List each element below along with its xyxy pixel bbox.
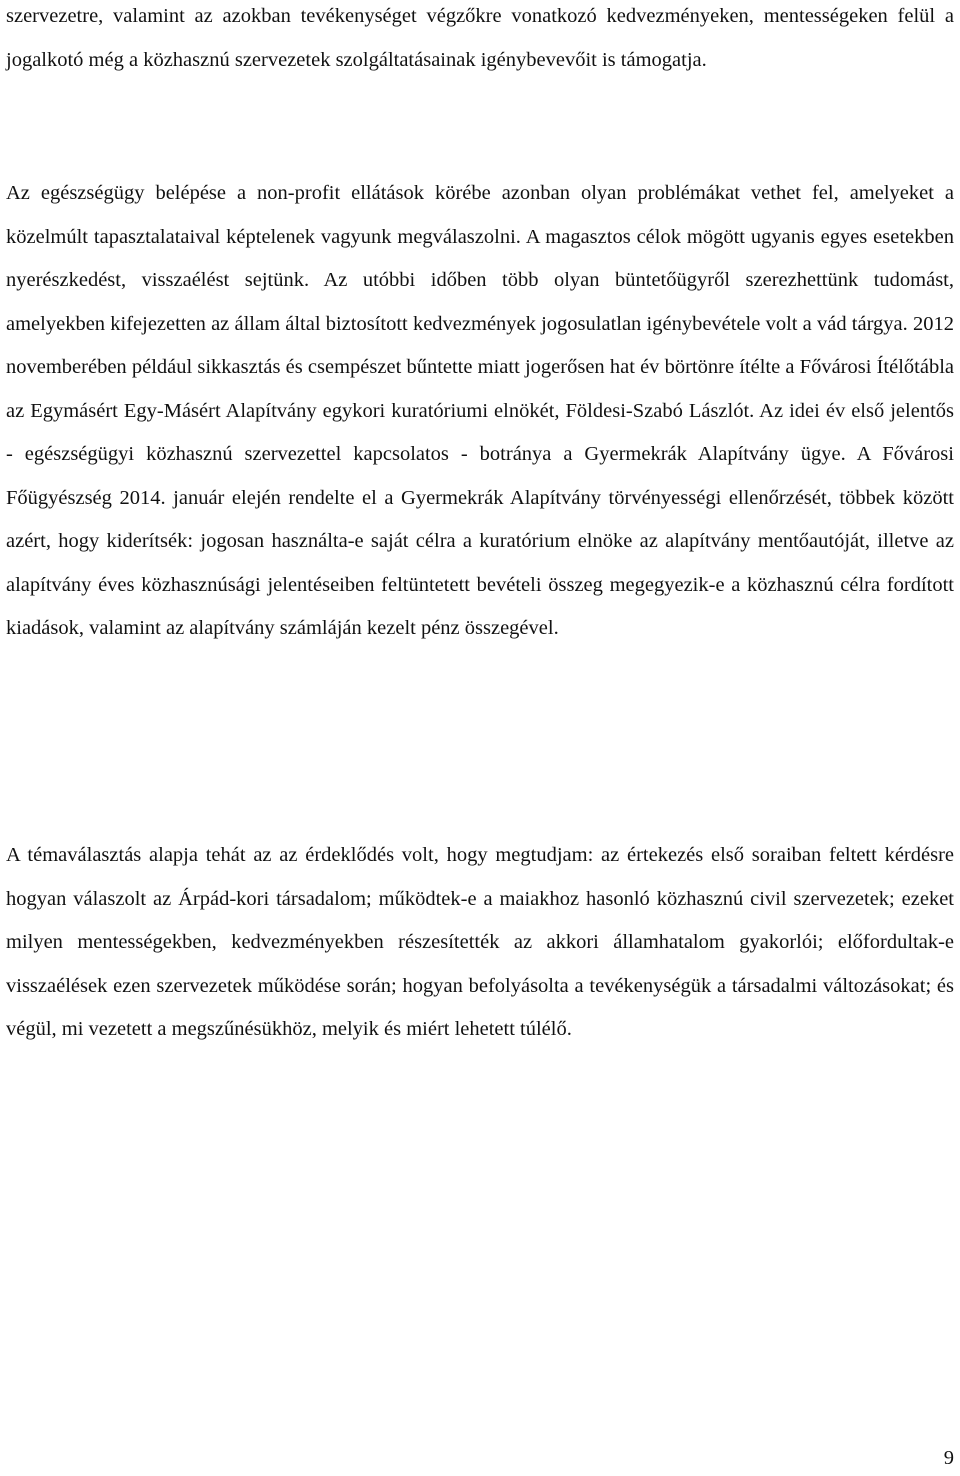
paragraph-1: szervezetre, valamint az azokban tevékenységet végzőkre vonatkozó kedvezményeken, mentességeken felül a jogalkotó még a közhasznú szervezetek szolgáltatásainak igénybevevőit is támogatja. xyxy=(6,5,954,71)
page-number: 9 xyxy=(943,1447,954,1469)
paragraph-2: Az egészségügy belépése a non-profit ellátások körébe azonban olyan problémákat vethet fel, amelyeket a közelmúlt tapasztalataival képtelenek vagyunk megválaszolni. A magasztos célok mögött ugyanis egyes esetekben nyerészkedést, visszaélést sejtünk. Az utóbbi időben több olyan büntetőügyről szerezhettünk tudomást, amelyekben kifejezetten az állam által biztosított kedvezmények jogosulatlan igénybevétele volt a vád tárgya. 2012 novemberében például sikkasztás és csempészet bűntette miatt jogerősen hat év börtönre ítélte a Fővárosi Ítélőtábla az Egymásért Egy-Másért Alapítvány egykori kuratóriumi elnökét, Földesi-Szabó Lászlót. Az idei év első jelentős - egészségügyi közhasznú szervezettel kapcsolatos - botránya a Gyermekrák Alapítvány ügye. A Fővárosi Főügyészség 2014. január elején rendelte el a Gyermekrák Alapítvány törvényességi ellenőrzését, többek között azért, hogy kiderítsék: jogosan használta-e saját célra a kuratórium elnöke az alapítvány mentőautóját, illetve az alapítvány éves közhasznúsági jelentéseiben feltüntetett bevételi összeg megegyezik-e a közhasznú célra fordított kiadások, valamint az alapítvány számláján kezelt pénz összegével. xyxy=(6,182,954,639)
paragraph-3: A témaválasztás alapja tehát az az érdeklődés volt, hogy megtudjam: az értekezés első soraiban feltett kérdésre hogyan válaszolt az Árpád-kori társadalom; működtek-e a maiakhoz hasonló közhasznú civil szervezetek; ezeket milyen mentességekben, kedvezményekben részesítették az akkori államhatalom gyakorlói; előfordultak-e visszaélések ezen szervezetek működése során; hogyan befolyásolta a tevékenységük a társadalmi változásokat; és végül, mi vezetett a megszűnésükhöz, melyik és miért lehetett túlélő. xyxy=(6,844,954,1040)
